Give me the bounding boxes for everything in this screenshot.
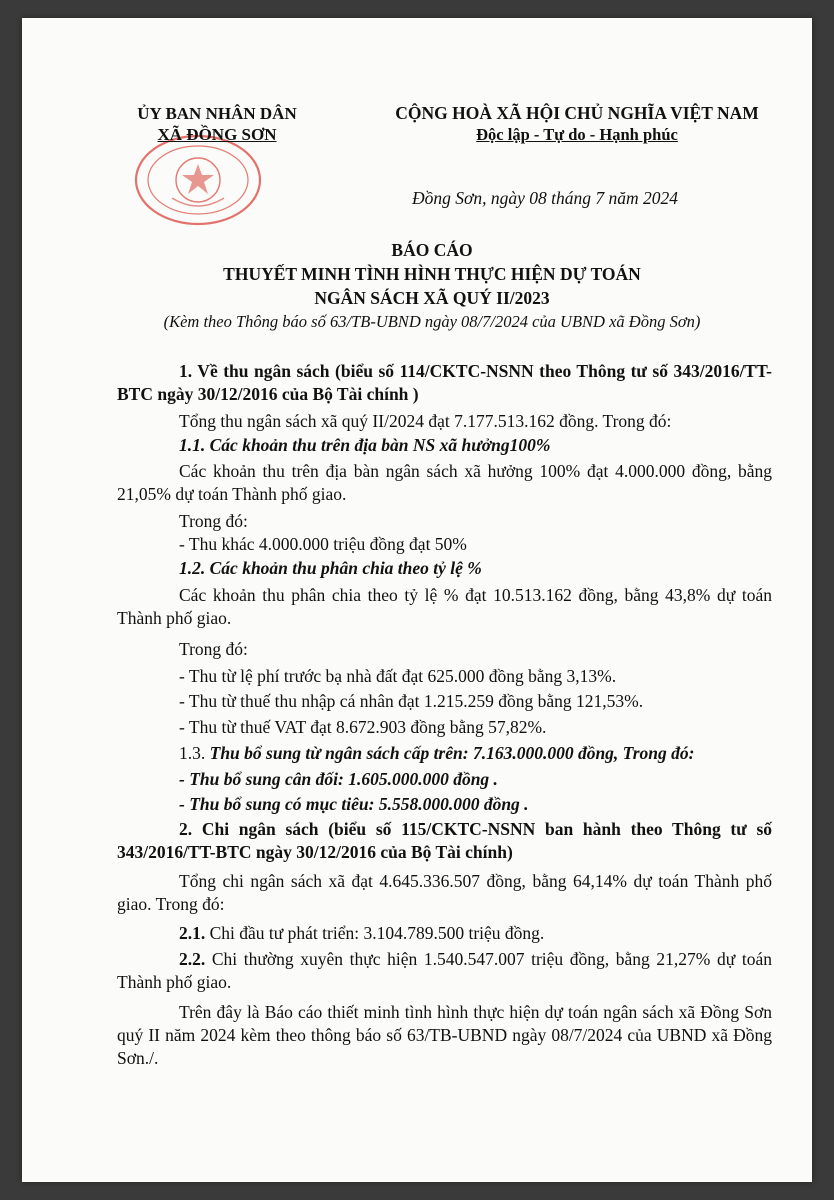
national-motto: Độc lập - Tự do - Hạnh phúc xyxy=(476,125,678,144)
section-1-total: Tổng thu ngân sách xã quý II/2024 đạt 7.177.513.162 đồng. Trong đó: xyxy=(179,411,672,431)
section-2-1-line xyxy=(117,922,772,945)
section-2-1-text: Chi đầu tư phát triển: 3.104.789.500 triệu đồng. xyxy=(205,923,545,943)
commune-name: XÃ ĐỒNG SƠN xyxy=(157,125,277,144)
report-title: BÁO CÁO xyxy=(391,240,473,260)
section-2-1-number: 2.1. xyxy=(179,923,206,943)
section-1-1-item: - Thu khác 4.000.000 triệu đồng đạt 50% xyxy=(179,534,467,554)
section-1-2-item-1: - Thu từ lệ phí trước bạ nhà đất đạt 625.000 đồng bằng 3,13%. xyxy=(179,666,617,686)
section-1-1-among: Trong đó: xyxy=(179,511,248,531)
section-2-2-number: 2.2. xyxy=(179,949,206,969)
section-1-2-heading: 1.2. Các khoản thu phân chia theo tỷ lệ % xyxy=(179,558,482,578)
section-1-2-among: Trong đó: xyxy=(179,639,248,659)
closing-paragraph: Trên đây là Báo cáo thiết minh tình hình thực hiện dự toán ngân sách xã Đồng Sơn quý II năm 2024 kèm theo thông báo số 63/TB-UBND ngày 08/7/2024 của UBND xã Đồng Sơn./. xyxy=(117,1002,772,1068)
section-2-2-line xyxy=(117,948,772,994)
report-title-line3: NGÂN SÁCH XÃ QUÝ II/2023 xyxy=(314,288,550,308)
section-2-heading: 2. Chi ngân sách (biểu số 115/CKTC-NSNN ban hành theo Thông tư số 343/2016/TT-BTC ngày 30/12/2016 của Bộ Tài chính) xyxy=(117,819,772,862)
document-page xyxy=(22,18,812,1182)
section-1-2-text: Các khoản thu phân chia theo tỷ lệ % đạt 10.513.162 đồng, bằng 43,8% dự toán Thành phố giao. xyxy=(117,585,772,628)
section-2-2-text: Chi thường xuyên thực hiện 1.540.547.007 triệu đồng, bằng 21,27% dự toán Thành phố giao. xyxy=(117,949,772,992)
section-1-3-item-1: - Thu bổ sung cân đối: 1.605.000.000 đồng . xyxy=(179,769,498,789)
section-1-heading: 1. Về thu ngân sách (biểu số 114/CKTC-NSNN theo Thông tư số 343/2016/TT-BTC ngày 30/12/2016 của Bộ Tài chính ) xyxy=(117,361,772,404)
nation-name: CỘNG HOÀ XÃ HỘI CHỦ NGHĨA VIỆT NAM xyxy=(395,103,759,123)
section-2-total: Tổng chi ngân sách xã đạt 4.645.336.507 đồng, bằng 64,14% dự toán Thành phố giao. Trong đó: xyxy=(117,871,772,914)
issuing-authority xyxy=(122,103,312,145)
section-1-1-text: Các khoản thu trên địa bàn ngân sách xã hưởng 100% đạt 4.000.000 đồng, bằng 21,05% dự toán Thành phố giao. xyxy=(117,461,772,504)
section-1-2-item-2: - Thu từ thuế thu nhập cá nhân đạt 1.215.259 đồng bằng 121,53%. xyxy=(179,691,644,711)
section-1-3-number: 1.3. xyxy=(179,743,210,763)
document-date: Đồng Sơn, ngày 08 tháng 7 năm 2024 xyxy=(412,188,678,208)
section-1-3-heading: Thu bổ sung từ ngân sách cấp trên: 7.163.000.000 đồng, Trong đó: xyxy=(209,743,695,763)
section-1-2-item-3: - Thu từ thuế VAT đạt 8.672.903 đồng bằng 57,82%. xyxy=(179,717,547,737)
report-subtitle: (Kèm theo Thông báo số 63/TB-UBND ngày 08/7/2024 của UBND xã Đồng Sơn) xyxy=(163,312,701,331)
report-title-line2: THUYẾT MINH TÌNH HÌNH THỰC HIỆN DỰ TOÁN xyxy=(223,264,641,284)
section-1-3-heading-line xyxy=(117,742,772,765)
section-1-1-heading: 1.1. Các khoản thu trên địa bàn NS xã hưởng100% xyxy=(179,435,551,455)
national-header xyxy=(362,103,792,145)
authority-name: ỦY BAN NHÂN DÂN xyxy=(137,104,297,123)
section-1-3-item-2: - Thu bổ sung có mục tiêu: 5.558.000.000 đồng . xyxy=(179,794,529,814)
